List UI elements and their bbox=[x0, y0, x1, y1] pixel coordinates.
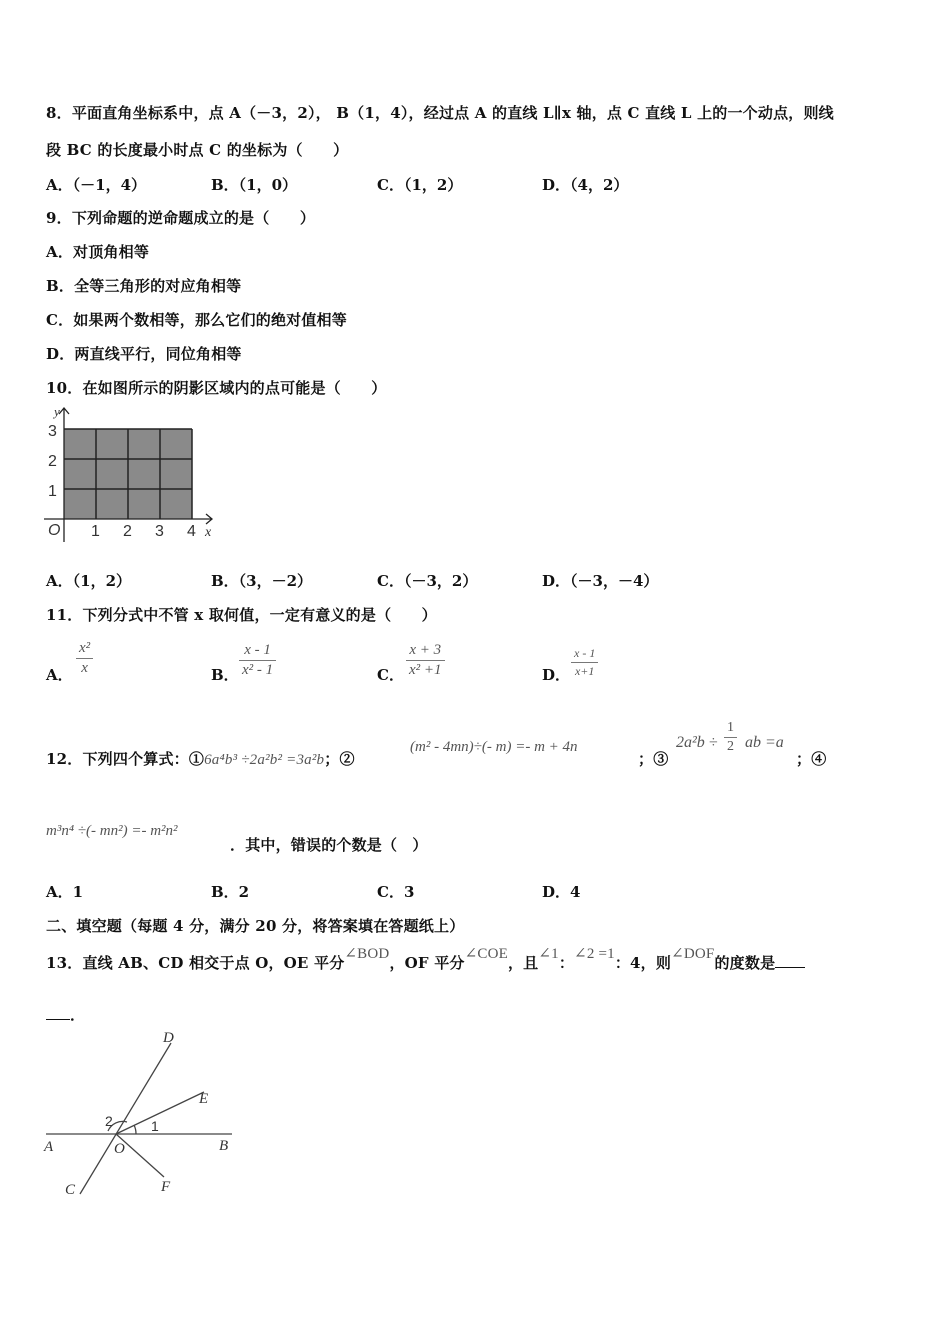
q12-sep3: ；③ bbox=[638, 750, 669, 768]
label-f: F bbox=[161, 1179, 171, 1195]
q12-expr2: (m² - 4mn)÷(- m) =- m + 4n bbox=[410, 739, 578, 755]
q12-sep4: ；④ bbox=[796, 750, 827, 768]
label-c: C bbox=[65, 1182, 76, 1198]
q10-stem: 10．在如图所示的阴影区域内的点可能是（ ） bbox=[46, 379, 387, 397]
q11-option-a-fraction: x² x bbox=[76, 640, 93, 677]
q11-option-b-fraction: x - 1 x² - 1 bbox=[239, 642, 276, 679]
y-tick-1: 1 bbox=[48, 483, 57, 500]
angle-1-arc bbox=[134, 1125, 136, 1134]
x-tick-1: 1 bbox=[91, 523, 100, 540]
q11-option-c-fraction: x + 3 x² +1 bbox=[406, 642, 445, 679]
q12-expr3-right: ab =a bbox=[745, 734, 784, 751]
q11-option-d-label: D． bbox=[542, 666, 571, 684]
x-tick-2: 2 bbox=[123, 523, 132, 540]
label-b: B bbox=[219, 1138, 229, 1154]
answer-blank-part1 bbox=[775, 967, 805, 968]
q12-option-c: C．3 bbox=[377, 883, 415, 901]
q13-answer-blank-cont: ． bbox=[46, 1004, 85, 1025]
x-tick-4: 4 bbox=[187, 523, 196, 540]
y-tick-3: 3 bbox=[48, 423, 57, 440]
q12-option-b: B．2 bbox=[211, 883, 250, 901]
q10-option-a: A．（1，2） bbox=[46, 572, 132, 590]
q11-option-d-fraction: x - 1 x+1 bbox=[571, 646, 598, 679]
q11-option-c-label: C． bbox=[377, 666, 404, 684]
q12-expr3-fraction: 1 2 bbox=[724, 720, 737, 755]
q8-option-b: B．（1，0） bbox=[211, 176, 298, 194]
q12-tail: ．其中，错误的个数是（ ） bbox=[230, 836, 428, 854]
q9-option-b: B．全等三角形的对应角相等 bbox=[46, 277, 242, 295]
q9-option-d: D．两直线平行，同位角相等 bbox=[46, 345, 242, 363]
x-tick-3: 3 bbox=[155, 523, 164, 540]
origin-label: O bbox=[48, 522, 61, 539]
q13-figure bbox=[40, 1028, 240, 1200]
q11-option-a-label: A． bbox=[46, 666, 73, 684]
q8-stem-line2: 段 BC 的长度最小时点 C 的坐标为（ ） bbox=[46, 141, 349, 159]
label-a: A bbox=[44, 1139, 54, 1155]
q9-option-c: C．如果两个数相等，那么它们的绝对值相等 bbox=[46, 311, 347, 329]
q10-option-d: D．（－3，－4） bbox=[542, 572, 659, 590]
q11-stem: 11．下列分式中不管 x 取何值，一定有意义的是（ ） bbox=[46, 606, 437, 624]
y-axis-label: y bbox=[54, 404, 60, 419]
q8-option-d: D．（4，2） bbox=[542, 176, 629, 194]
section-2-heading: 二、填空题（每题 4 分，满分 20 分，将答案填在答题纸上） bbox=[46, 917, 465, 935]
q12-stem-line1: 12．下列四个算式：①6a⁴b³ ÷2a²b² =3a²b；② bbox=[46, 750, 355, 768]
q8-option-a: A．（－1，4） bbox=[46, 176, 147, 194]
q12-option-a: A．1 bbox=[46, 883, 84, 901]
y-tick-2: 2 bbox=[48, 453, 57, 470]
label-2: 2 bbox=[105, 1113, 113, 1129]
q12-expr4: m³n⁴ ÷(- mn²) =- m²n² bbox=[46, 823, 178, 839]
q8-stem-line1: 8．平面直角坐标系中，点 A（－3，2）， B（1，4），经过点 A 的直线 L∥x 轴，点 C 直线 L 上的一个动点，则线 bbox=[46, 104, 834, 122]
label-d: D bbox=[163, 1030, 174, 1046]
q13-stem: 13．直线 AB、CD 相交于点 O，OE 平分∠BOD，OF 平分∠COE，且∠1：∠2 =1：4，则∠DOF的度数是 bbox=[46, 952, 805, 973]
q8-option-c: C．（1，2） bbox=[377, 176, 463, 194]
label-e: E bbox=[199, 1091, 209, 1107]
q10-grid-figure bbox=[44, 404, 222, 544]
x-axis-label: x bbox=[205, 525, 212, 540]
label-o: O bbox=[114, 1141, 125, 1157]
label-1: 1 bbox=[151, 1118, 159, 1134]
q9-stem: 9．下列命题的逆命题成立的是（ ） bbox=[46, 209, 316, 227]
q11-option-b-label: B． bbox=[211, 666, 239, 684]
q10-option-b: B．（3，－2） bbox=[211, 572, 313, 590]
q10-option-c: C．（－3，2） bbox=[377, 572, 478, 590]
q12-expr3-left: 2a²b ÷ bbox=[676, 734, 718, 751]
answer-blank-part2 bbox=[46, 1019, 70, 1020]
q9-option-a: A．对顶角相等 bbox=[46, 243, 150, 261]
q12-option-d: D．4 bbox=[542, 883, 581, 901]
